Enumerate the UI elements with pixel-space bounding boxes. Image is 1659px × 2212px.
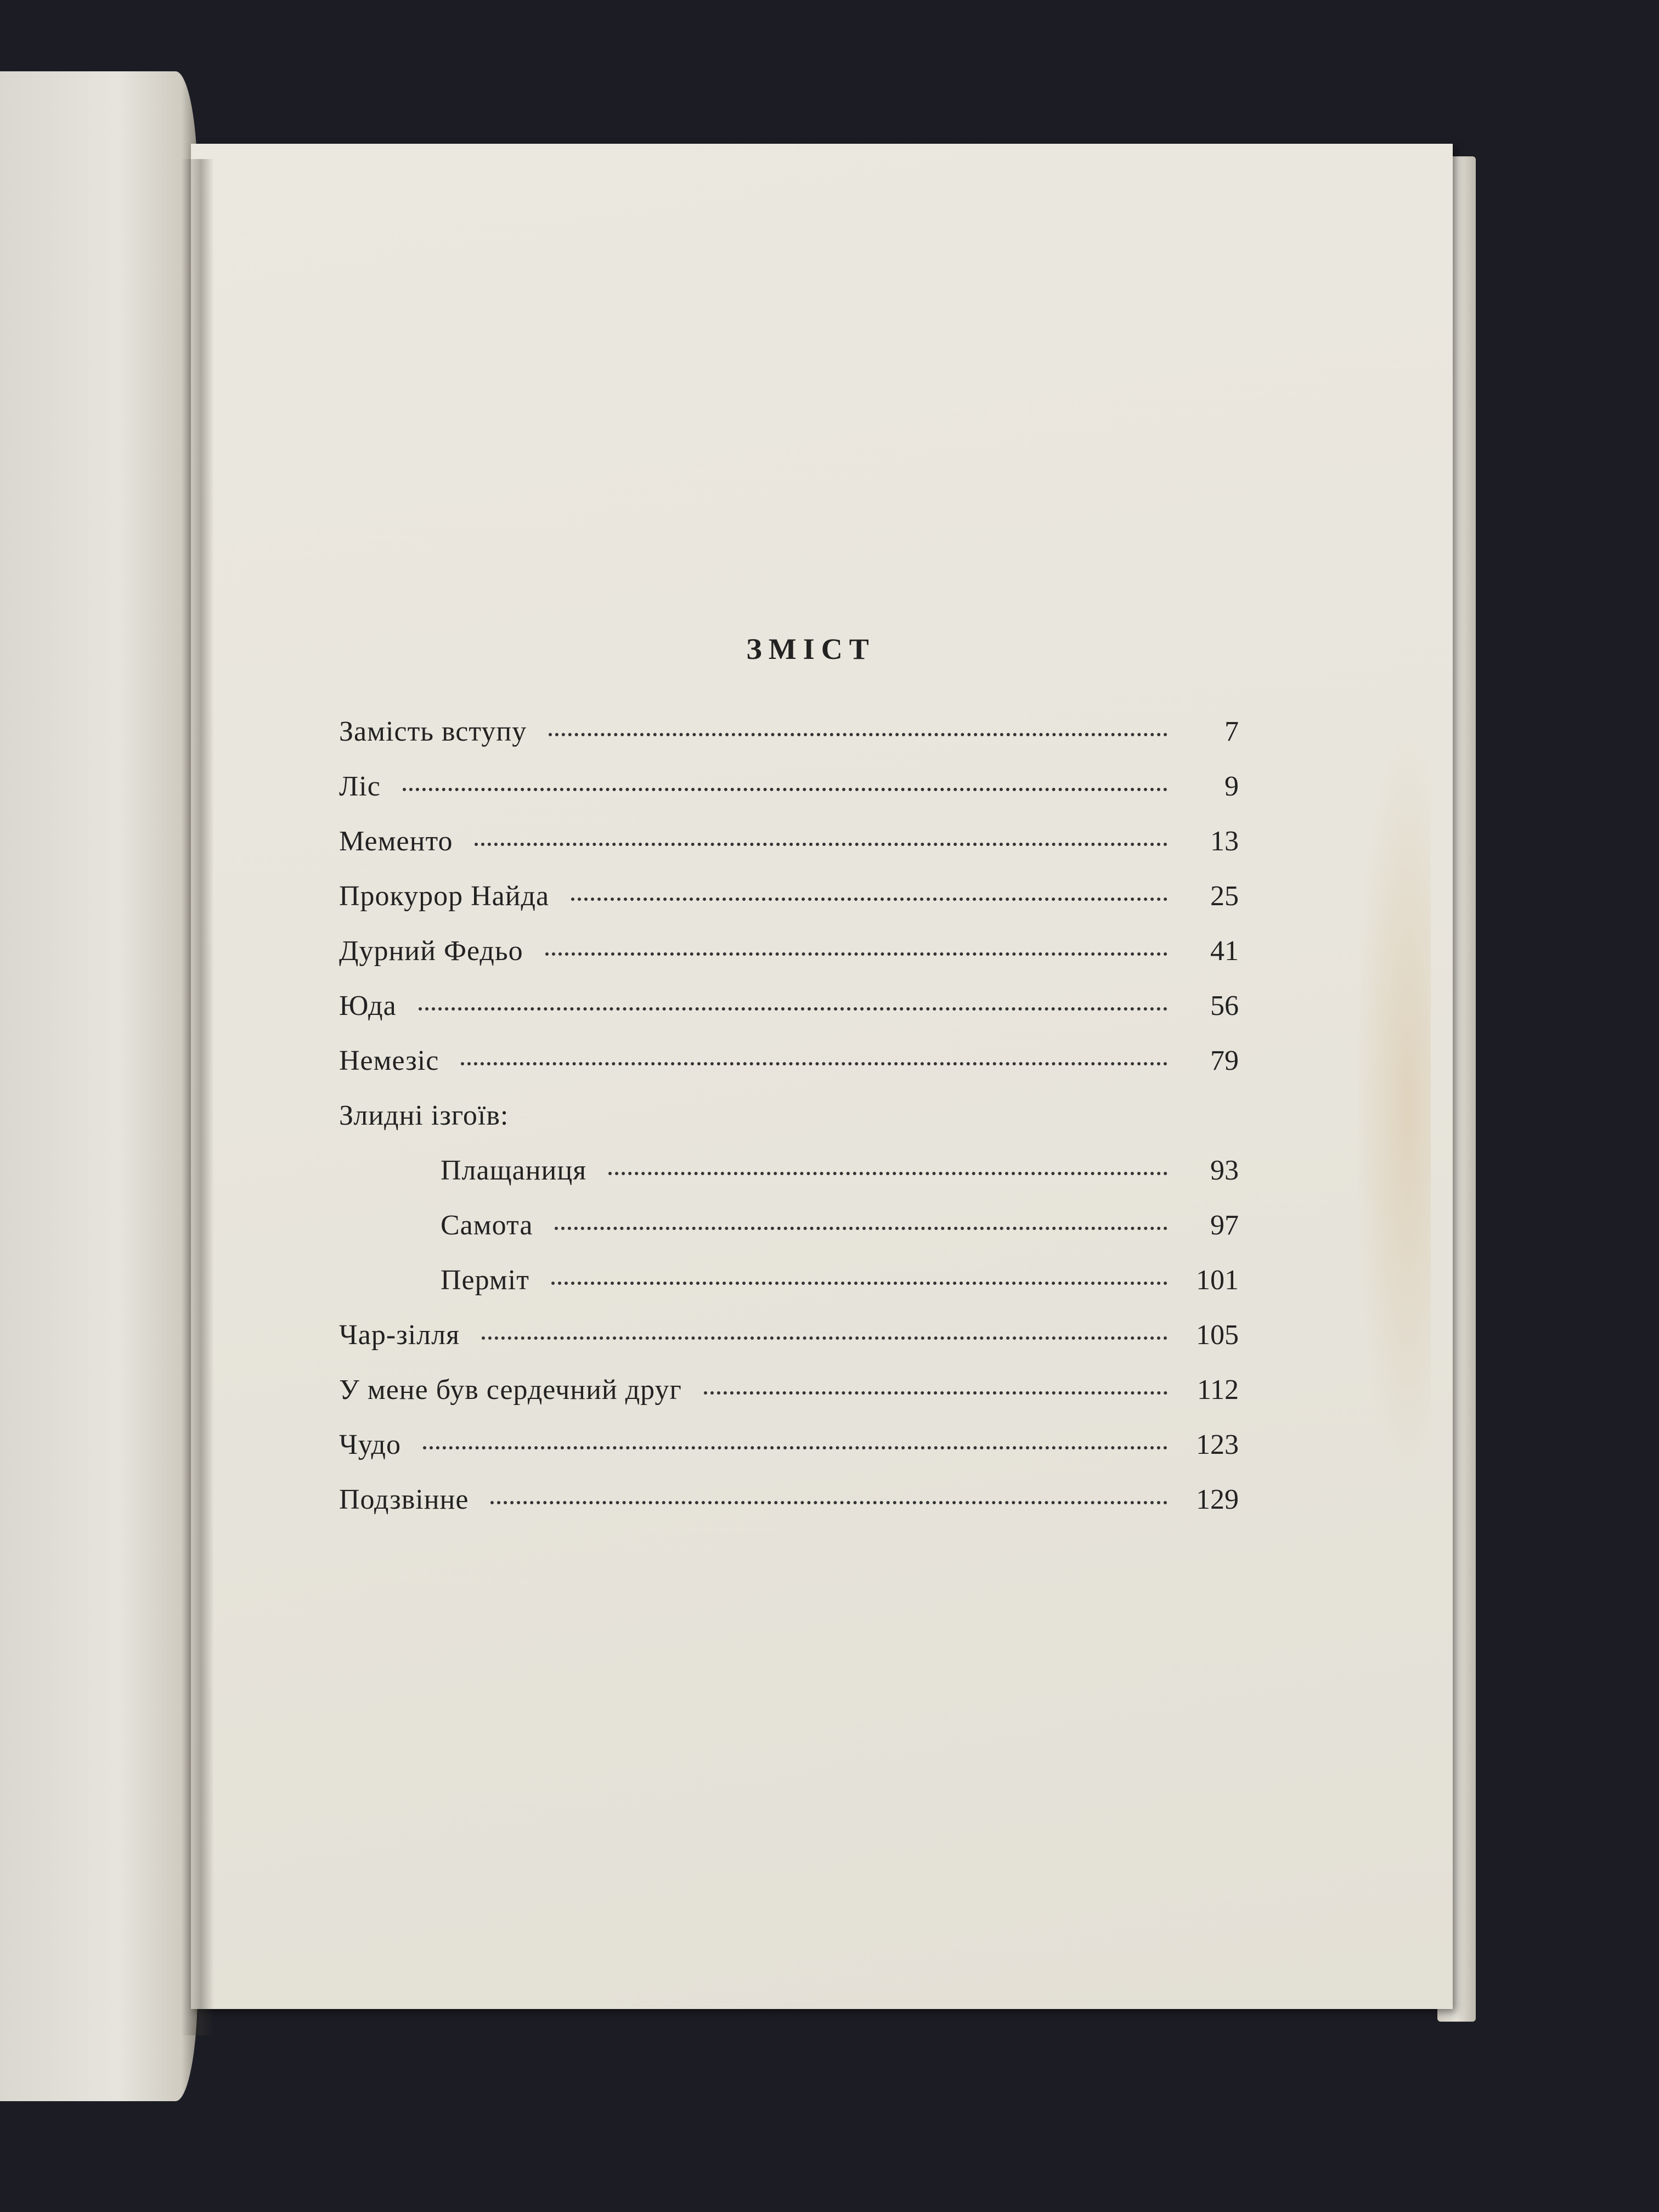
toc-leader-dots bbox=[461, 1062, 1167, 1065]
toc-entry-page: 129 bbox=[1196, 1484, 1239, 1515]
toc-subentry bbox=[339, 1209, 1239, 1264]
toc-leader-dots bbox=[490, 1501, 1167, 1504]
toc-entry-label: Самота bbox=[441, 1210, 533, 1241]
toc-leader-dots bbox=[545, 952, 1167, 956]
toc-entry-label: Юда bbox=[339, 990, 397, 1022]
toc-leader-dots bbox=[551, 1282, 1167, 1285]
toc-entry-label: Плащаниця bbox=[441, 1155, 587, 1186]
toc-entry-page: 79 bbox=[1210, 1045, 1239, 1076]
table-of-contents bbox=[339, 495, 1239, 1538]
toc-section-heading bbox=[339, 1099, 1239, 1154]
toc-entry-label: Злидні ізгоїв: bbox=[339, 1100, 509, 1131]
toc-entry-label: Мементо bbox=[339, 826, 453, 857]
toc-leader-dots bbox=[419, 1007, 1167, 1011]
toc-entry-label: Чудо bbox=[339, 1429, 401, 1460]
toc-leader-dots bbox=[423, 1446, 1167, 1449]
toc-leader-dots bbox=[704, 1391, 1167, 1395]
toc-entry-page: 112 bbox=[1197, 1374, 1239, 1406]
toc-entry-label: Дурний Федьо bbox=[339, 935, 523, 967]
toc-entry-label: Прокурор Найда bbox=[339, 881, 550, 912]
toc-leader-dots bbox=[608, 1172, 1167, 1175]
toc-subentry bbox=[339, 1154, 1239, 1209]
paper-stain bbox=[1354, 720, 1431, 1488]
toc-entry-page: 105 bbox=[1196, 1319, 1239, 1351]
toc-leader-dots bbox=[571, 898, 1167, 901]
spine-shadow bbox=[181, 159, 214, 2035]
toc-entry bbox=[339, 825, 1239, 880]
toc-entry bbox=[339, 880, 1239, 935]
toc-entry bbox=[339, 935, 1239, 990]
toc-entry-page: 97 bbox=[1210, 1210, 1239, 1241]
toc-entry-page: 25 bbox=[1210, 881, 1239, 912]
toc-entry bbox=[339, 1483, 1239, 1538]
toc-entry-label: Чар-зілля bbox=[339, 1319, 460, 1351]
toc-entry-label: Замість вступу bbox=[339, 716, 527, 747]
toc-entry-page: 56 bbox=[1210, 990, 1239, 1022]
toc-leader-dots bbox=[482, 1336, 1167, 1340]
toc-entry-page: 9 bbox=[1224, 771, 1239, 802]
toc-entry-page: 41 bbox=[1210, 935, 1239, 967]
toc-entry-page: 123 bbox=[1196, 1429, 1239, 1460]
toc-leader-dots bbox=[403, 788, 1167, 791]
toc-entry-page: 93 bbox=[1210, 1155, 1239, 1186]
toc-entry bbox=[339, 990, 1239, 1045]
toc-entry bbox=[339, 1429, 1239, 1483]
toc-leader-dots bbox=[555, 1227, 1167, 1230]
toc-entry-label: У мене був сердечний друг bbox=[339, 1374, 682, 1406]
toc-entry-label: Перміт bbox=[441, 1265, 529, 1296]
toc-entry-label: Подзвінне bbox=[339, 1484, 469, 1515]
toc-entry bbox=[339, 715, 1239, 770]
toc-entry bbox=[339, 1319, 1239, 1374]
facing-page bbox=[0, 71, 198, 2101]
toc-entry-page: 13 bbox=[1210, 826, 1239, 857]
toc-entry bbox=[339, 1045, 1239, 1099]
toc-subentry bbox=[339, 1264, 1239, 1319]
toc-leader-dots bbox=[475, 843, 1167, 846]
toc-entry-label: Немезіс bbox=[339, 1045, 439, 1076]
toc-entry bbox=[339, 770, 1239, 825]
book-page bbox=[191, 144, 1453, 2009]
toc-leader-dots bbox=[549, 733, 1167, 736]
toc-entry-label: Ліс bbox=[339, 771, 381, 802]
toc-entry bbox=[339, 1374, 1239, 1429]
toc-entry-page: 101 bbox=[1196, 1265, 1239, 1296]
toc-title: ЗМІСТ bbox=[746, 633, 876, 665]
toc-entry-page: 7 bbox=[1224, 716, 1239, 747]
